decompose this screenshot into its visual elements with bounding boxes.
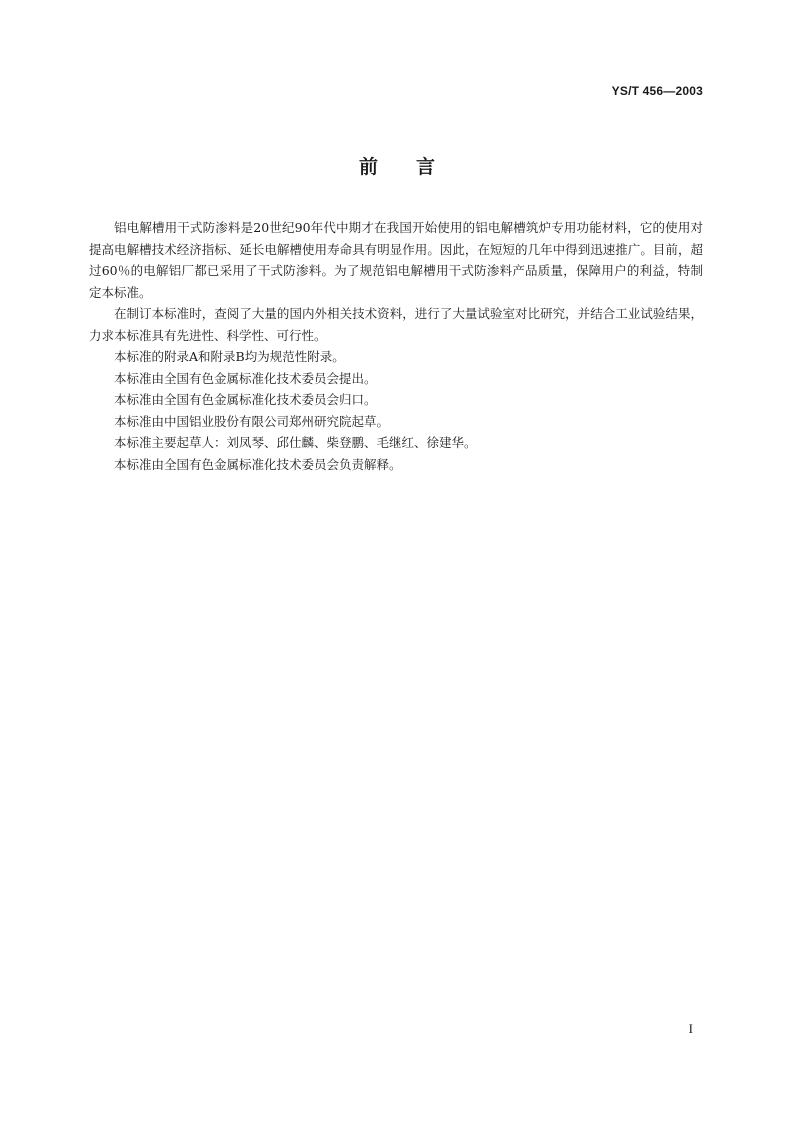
page-title: 前言: [358, 156, 473, 178]
paragraph: 本标准由全国有色金属标准化技术委员会提出。: [114, 370, 377, 386]
paragraph: 本标准由全国有色金属标准化技术委员会归口。: [114, 392, 377, 407]
paragraph: 本标准由全国有色金属标准化技术委员会负责解释。: [114, 456, 402, 472]
page-number: I: [688, 1021, 693, 1036]
foreword-body: [89, 217, 703, 475]
paragraph: 在制订本标准时，查阅了大量的国内外相关技术资料，进行了大量试验室对比研究，并结合工业试验结果，力求本标准具有先进性、科学性、可行性。: [89, 306, 703, 343]
paragraph: 本标准由中国铝业股份有限公司郑州研究院起草。: [114, 413, 390, 429]
paragraph: 本标准的附录A和附录B均为规范性附录。: [114, 349, 345, 364]
paragraph: 本标准主要起草人：刘凤琴、邱仕麟、柴登鹏、毛继红、徐建华。: [114, 435, 477, 450]
paragraph: 铝电解槽用干式防渗料是20世纪90年代中期才在我国开始使用的铝电解槽筑炉专用功能材料，它的使用对提高电解槽技术经济指标、延长电解槽使用寿命具有明显作用。因此，在短短的几年中得到迅速推广。目前，超过60％的电解铝厂都已采用了干式防渗料。为了规范铝电解槽用干式防渗料产品质量，保障用户的利益，特制定本标准。: [89, 220, 703, 300]
standard-code: YS/T 456—2003: [611, 84, 703, 98]
